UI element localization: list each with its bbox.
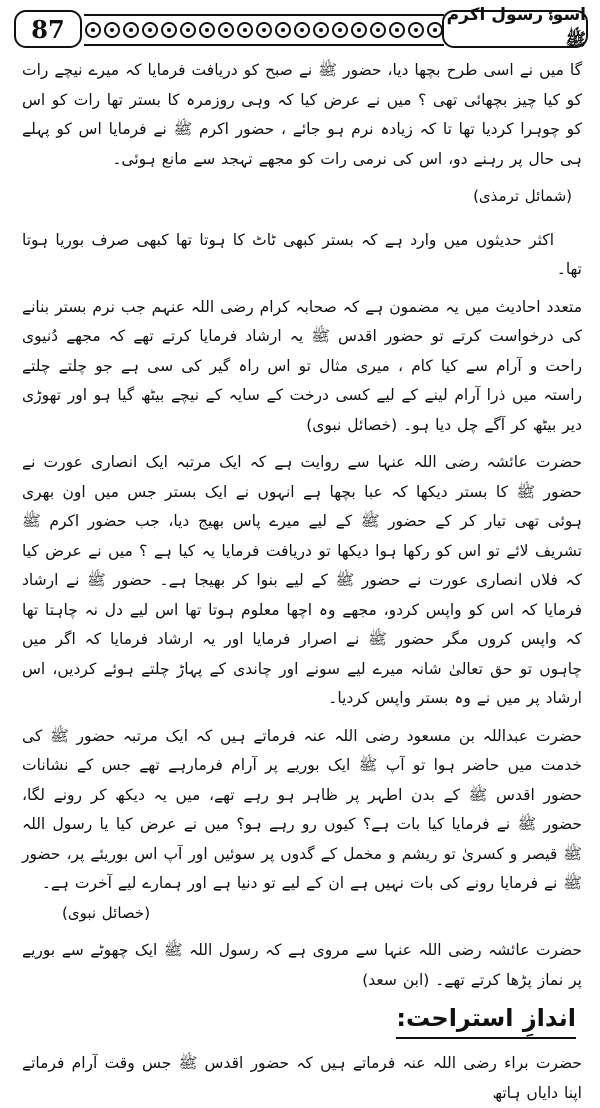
paragraph-5: حضرت عبداللہ بن مسعود رضی اللہ عنہ فرماتے ہیں کہ ایک مرتبہ حضور ﷺ کی خدمت میں حاضر ہوا تو آپ ﷺ ایک بوریے پر آرام فرمارہے تھے جس کے نشانات حضور اقدس ﷺ کے بدن اطہر پر ظاہر ہو رہے تھے، میں یہ دیکھ کر رونے لگا، حضور ﷺ نے فرمایا کیا بات ہے؟ کیوں رو رہے ہو؟ میں نے عرض کیا یا رسول اللہ ﷺ قیصر و کسریٰ تو ریشم و مخمل کے گدوں پر سوئیں اور آپ اس بوریئے پر، حضور ﷺ نے فرمایا رونے کی بات نہیں ہے ان کے لیے تو دنیا ہے اور ہمارے لیے آخرت ہے۔: [22, 726, 582, 892]
book-title: اسوۂ رسول اکرم ﷺ: [442, 10, 588, 48]
ornament-ring: [256, 22, 272, 38]
paragraph-4: حضرت عائشہ رضی اللہ عنہا سے روایت ہے کہ ایک مرتبہ ایک انصاری عورت نے حضور ﷺ کا بستر دیکھا کہ عبا بچھا ہے انہوں نے ایک بستر جس میں اون بھری ہوئی تھی تیار کر کے حضور ﷺ کے لیے میرے پاس بھیج دیا، جب حضور اکرم ﷺ تشریف لائے تو اس کو رکھا ہوا دیکھا تو دریافت فرمایا یہ کیا ہے ؟ میں نے عرض کیا کہ فلاں انصاری عورت نے حضور ﷺ کے لیے بنوا کر بھیجا ہے۔ حضور ﷺ نے ارشاد فرمایا کہ اس کو واپس کردو، مجھے وہ اچھا معلوم ہوتا تھا اس لیے دل نہ چاہتا تھا کہ واپس کروں مگر حضور ﷺ نے اصرار فرمایا اور یہ ارشاد فرمایا کہ اگر میں چاہوں تو حق تعالیٰ شانہ میرے لیے سونے اور چاندی کے پہاڑ چلتے ہوئے کردیں، اس ارشاد پر میں نے وہ بستر واپس کردیا۔: [22, 453, 582, 707]
paragraph-6: حضرت عائشہ رضی اللہ عنہا سے مروی ہے کہ رسول اللہ ﷺ ایک چھوٹے سے بوریے پر نماز پڑھا کرتے تھے۔ (ابن سعد): [22, 941, 582, 989]
page-header: [14, 5, 588, 50]
ornament-ring: [427, 22, 443, 38]
source-citation-1: (شمائل ترمذی): [473, 187, 572, 205]
ornament-ring: [237, 22, 253, 38]
ornament-ring: [142, 22, 158, 38]
paragraph-7: حضرت براء رضی اللہ عنہ فرماتے ہیں کہ حضور اقدس ﷺ جس وقت آرام فرماتے اپنا دایاں ہاتھ: [22, 1054, 582, 1102]
paragraph-2: اکثر حدیثوں میں وارد ہے کہ بستر کبھی ٹاٹ کا ہوتا تھا کبھی صرف بوریا ہوتا تھا۔: [22, 230, 582, 278]
ornament-ring: [351, 22, 367, 38]
ornament-ring: [161, 22, 177, 38]
ornament-ring: [123, 22, 139, 38]
header-ornament-border: [84, 14, 444, 46]
ornament-ring: [218, 22, 234, 38]
ornament-ring: [370, 22, 386, 38]
page-number: 87: [14, 10, 82, 48]
ornament-ring: [332, 22, 348, 38]
source-citation-2: (خصائل نبوی): [62, 903, 151, 922]
ornament-ring: [408, 22, 424, 38]
paragraph-3: متعدد احادیث میں یہ مضمون ہے کہ صحابہ کرام رضی اللہ عنہم جب نرم بستر بنانے کی درخواست کرتے تو حضور اقدس ﷺ یہ ارشاد فرمایا کرتے تھے کہ مجھے دُنیوی راحت و آرام سے کیا کام ، میری مثال تو اس راہ گیر کی سی ہے جو چلتے چلتے راستہ میں ذرا آرام لینے کے لیے کسی درخت کے سایہ کے نیچے بیٹھ گیا ہو اور تھوڑی دیر بیٹھ کر آگے چل دیا ہو۔ (خصائل نبوی): [22, 297, 582, 434]
ornament-ring: [104, 22, 120, 38]
page-body: [22, 56, 582, 1108]
ornament-ring: [199, 22, 215, 38]
paragraph-1: گا میں نے اسی طرح بچھا دیا، حضور ﷺ نے صبح کو دریافت فرمایا کہ میرے نیچے رات کو کیا چیز بچھائی تھی ؟ میں نے عرض کیا کہ وہی روزمرہ کا بستر تھا رات کو اس کو چوہرا کردیا تھا تا کہ زیادہ نرم ہو جائے ، حضور اکرم ﷺ نے فرمایا اس کو پہلے ہی حال پر رہنے دو، اس کی نرمی رات کو مجھے تہجد سے مانع ہوئی۔: [22, 61, 582, 168]
ornament-ring: [294, 22, 310, 38]
ornament-ring: [313, 22, 329, 38]
ornament-ring: [180, 22, 196, 38]
section-heading: اندازِ استراحت:: [396, 1001, 576, 1039]
ornament-ring: [275, 22, 291, 38]
ornament-ring: [85, 22, 101, 38]
ornament-ring: [389, 22, 405, 38]
